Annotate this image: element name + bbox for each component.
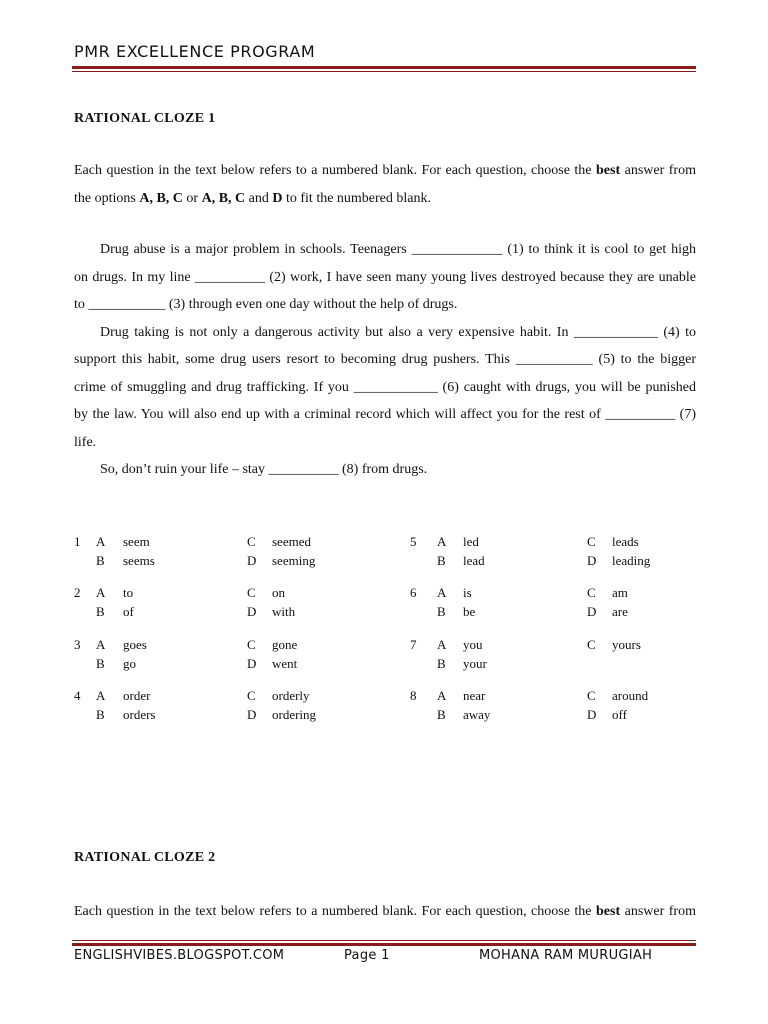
option-letter-b: B: [96, 552, 105, 568]
question-number: 7: [410, 637, 417, 652]
option-c: yours: [612, 637, 641, 652]
footer-rule-thick: [72, 943, 696, 946]
passage-line: on drugs. In my line __________ (2) work, I have seen many young lives destroyed because they are unable: [74, 269, 696, 285]
passage-line: by the law. You will also end up with a criminal record which will affect you for the rest of __________ (7): [74, 407, 696, 422]
option-b: lead: [463, 552, 485, 568]
question-number: 2: [74, 585, 81, 600]
question-number: 4: [74, 688, 81, 703]
question-number: 3: [74, 637, 81, 652]
option-d: went: [272, 655, 298, 671]
question-number: 6: [410, 585, 417, 600]
option-letter-d: D: [247, 655, 257, 671]
option-letter-b: B: [96, 706, 105, 722]
option-c: orderly: [272, 688, 310, 703]
option-letter-c: C: [587, 585, 596, 600]
option-b: go: [123, 655, 136, 671]
header-rule-thin: [72, 71, 696, 72]
option-letter-c: C: [247, 585, 256, 600]
question-number: 8: [410, 688, 417, 703]
option-a: seem: [123, 534, 150, 549]
option-d: ordering: [272, 706, 317, 722]
passage-line: to ___________ (3) through even one day without the help of drugs.: [74, 297, 458, 312]
option-letter-a: A: [96, 637, 106, 652]
instruction-line-1: Each question in the text below refers to a numbered blank. For each question, choose the best answer from: [74, 163, 696, 178]
section2-title: RATIONAL CLOZE 2: [74, 850, 216, 865]
option-letter-d: D: [587, 552, 597, 568]
option-d: are: [612, 603, 628, 619]
option-c: leads: [612, 534, 639, 549]
option-letter-a: A: [96, 688, 106, 703]
option-letter-b: B: [96, 603, 105, 619]
option-letter-c: C: [247, 688, 256, 703]
option-b: of: [123, 603, 134, 619]
option-c: seemed: [272, 534, 311, 549]
option-a: order: [123, 688, 151, 703]
footer-rule-thin: [72, 940, 696, 941]
option-letter-c: C: [247, 637, 256, 652]
footer-author: MOHANA RAM MURUGIAH: [479, 948, 653, 963]
section1-instruction: [74, 157, 696, 212]
section1-passage: [74, 236, 696, 484]
option-c: around: [612, 688, 649, 703]
option-c: gone: [272, 637, 298, 652]
option-d: seeming: [272, 552, 316, 568]
option-a: goes: [123, 637, 147, 652]
option-letter-b: B: [437, 706, 446, 722]
passage-line: Drug taking is not only a dangerous activity but also a very expensive habit. In ____________ (4) to: [100, 324, 696, 340]
instruction-line-1: Each question in the text below refers to a numbered blank. For each question, choose the best answer from: [74, 904, 696, 919]
option-b: seems: [123, 552, 155, 568]
footer-page-number: Page 1: [344, 948, 390, 963]
option-letter-d: D: [247, 706, 257, 722]
option-c: am: [612, 585, 628, 600]
option-d: off: [612, 706, 627, 722]
option-letter-b: B: [437, 655, 446, 671]
option-letter-a: A: [437, 585, 447, 600]
header-rule-thick: [72, 66, 696, 69]
passage-line: Drug abuse is a major problem in schools. Teenagers _____________ (1) to think it is cool to get high: [100, 242, 696, 257]
option-letter-c: C: [587, 688, 596, 703]
option-b: be: [463, 603, 476, 619]
option-letter-c: C: [587, 534, 596, 549]
option-letter-a: A: [96, 534, 106, 549]
option-b: orders: [123, 706, 156, 722]
option-a: to: [123, 585, 134, 600]
option-a: near: [463, 688, 486, 703]
option-letter-a: A: [437, 637, 447, 652]
section1-title: RATIONAL CLOZE 1: [74, 111, 216, 126]
option-a: you: [463, 637, 483, 652]
option-letter-d: D: [587, 603, 597, 619]
option-letter-b: B: [437, 603, 446, 619]
passage-line: life.: [74, 434, 97, 450]
instruction-line-2: the options A, B, C or A, B, C and D to fit the numbered blank.: [74, 190, 432, 206]
passage-line: crime of smuggling and drug trafficking. If you ____________ (6) caught with drugs, you will be punished: [74, 379, 696, 395]
option-b: away: [463, 706, 491, 722]
option-letter-c: C: [247, 534, 256, 549]
option-a: is: [463, 585, 472, 600]
option-letter-a: A: [437, 534, 447, 549]
question-number: 5: [410, 534, 417, 549]
option-c: on: [272, 585, 285, 600]
option-letter-b: B: [437, 552, 446, 568]
passage-line: So, don’t ruin your life – stay __________ (8) from drugs.: [100, 462, 428, 477]
option-d: leading: [612, 552, 651, 568]
option-d: with: [272, 603, 296, 619]
option-letter-d: D: [247, 552, 257, 568]
section2-instruction: [74, 898, 696, 926]
page-header-title: PMR EXCELLENCE PROGRAM: [74, 42, 316, 61]
option-a: led: [463, 534, 479, 549]
option-letter-b: B: [96, 655, 105, 671]
option-letter-a: A: [437, 688, 447, 703]
question-number: 1: [74, 534, 81, 549]
passage-line: support this habit, some drug users resort to becoming drug pushers. This ___________ (5) to the bigger: [74, 352, 696, 367]
option-letter-d: D: [247, 603, 257, 619]
footer-site: ENGLISHVIBES.BLOGSPOT.COM: [74, 948, 285, 963]
option-letter-c: C: [587, 637, 596, 652]
option-letter-d: D: [587, 706, 597, 722]
option-b: your: [463, 655, 487, 671]
option-letter-a: A: [96, 585, 106, 600]
